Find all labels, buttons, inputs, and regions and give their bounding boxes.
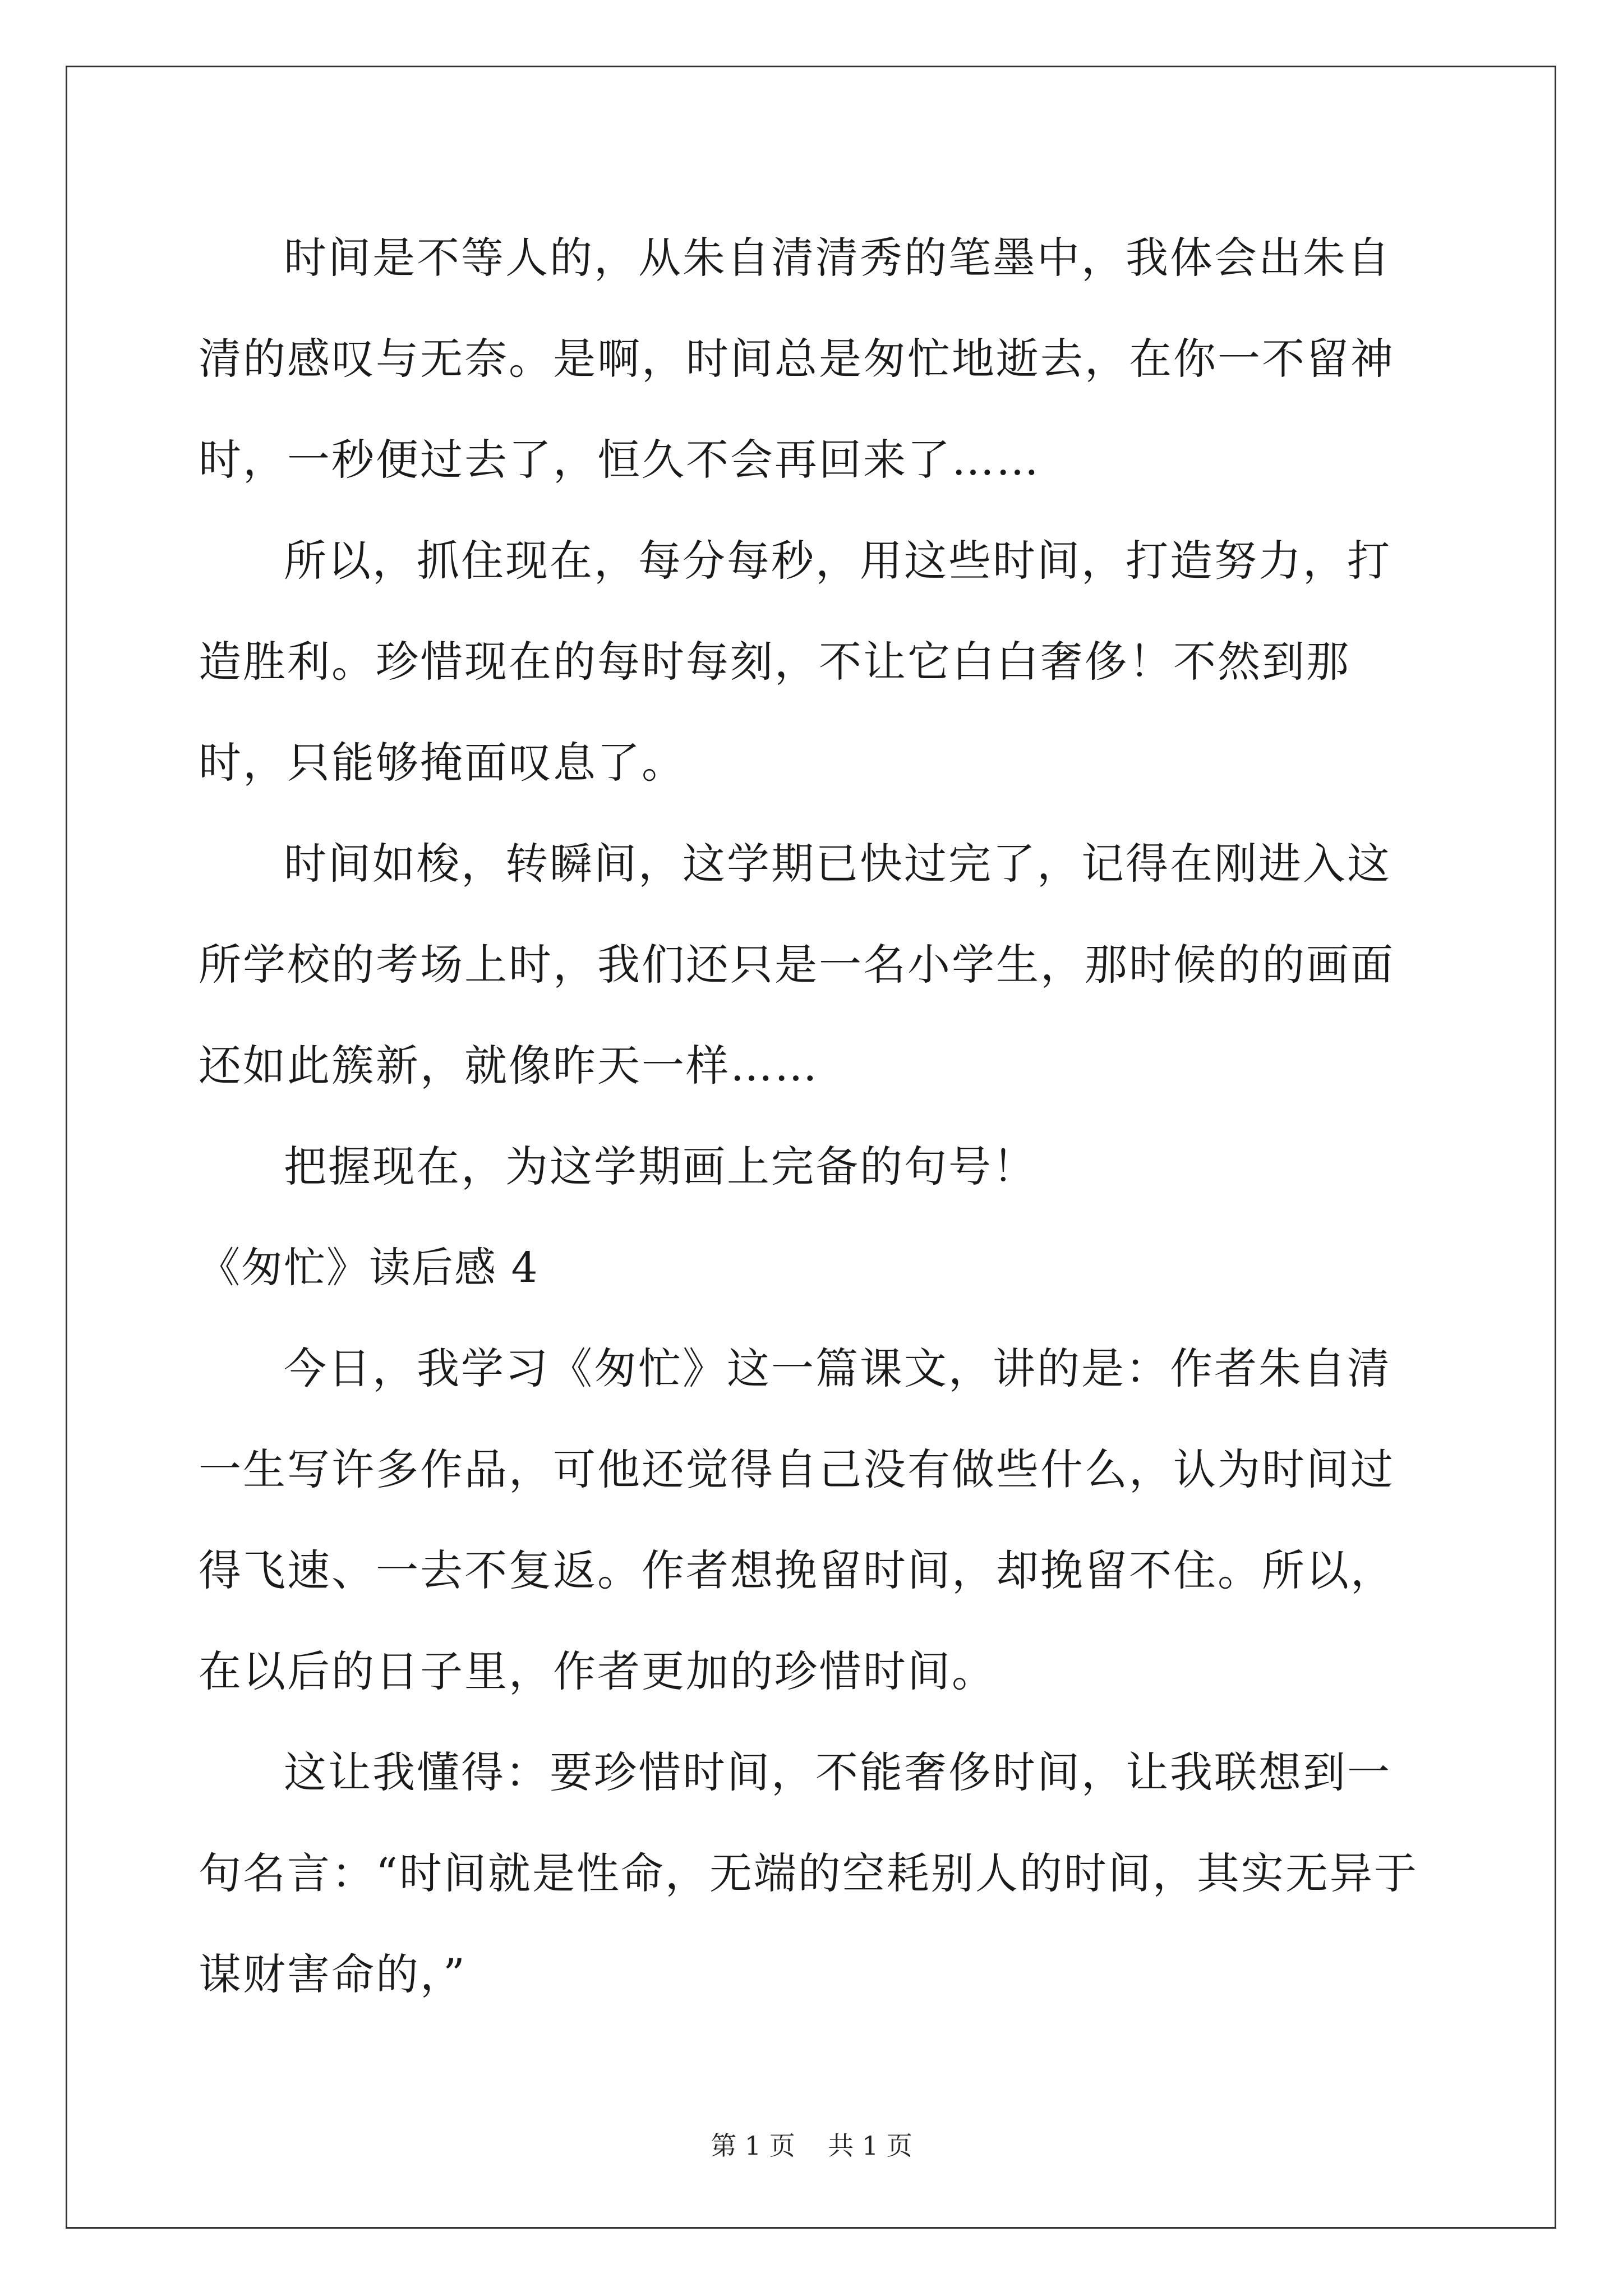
page-total: 共 1 页 bbox=[828, 2131, 912, 2161]
paragraph-4: 把握现在，为这学期画上完备的句号！ bbox=[284, 1142, 1037, 1191]
page-number: 第 1 页 bbox=[711, 2131, 795, 2161]
paragraph-5: 今日，我学习《匆忙》这一篇课文，讲的是：作者朱自清一生写许多作品，可他还觉得自己没有做些什么，认为时间过得飞速、一去不复返。作者想挽留时间，却挽留不住。所以，在以后的日子里，作者更加的珍惜时间。 bbox=[199, 1343, 1395, 1696]
paragraph-3: 时间如梭，转瞬间，这学期已快过完了，记得在刚进入这所学校的考场上时，我们还只是一名小学生，那时候的的画面还如此簇新，就像昨天一样…… bbox=[199, 839, 1395, 1091]
footer-gap bbox=[795, 2131, 828, 2161]
paragraph-1: 时间是不等人的，从朱自清清秀的笔墨中，我体会出朱自清的感叹与无奈。是啊，时间总是匆忙地逝去，在你一不留神时，一秒便过去了，恒久不会再回来了…… bbox=[199, 233, 1395, 485]
document-body bbox=[199, 208, 1432, 2025]
page-footer bbox=[0, 2129, 1623, 2162]
paragraph-6: 这让我懂得：要珍惜时间，不能奢侈时间，让我联想到一句名言：“时间就是性命，无端的空耗别人的时间，其实无异于谋财害命的，” bbox=[199, 1747, 1418, 1999]
section-heading: 《匆忙》读后感 4 bbox=[199, 1244, 539, 1292]
paragraph-2: 所以，抓住现在，每分每秒，用这些时间，打造努力，打造胜利。珍惜现在的每时每刻，不让它白白奢侈！不然到那时，只能够掩面叹息了。 bbox=[199, 536, 1391, 788]
